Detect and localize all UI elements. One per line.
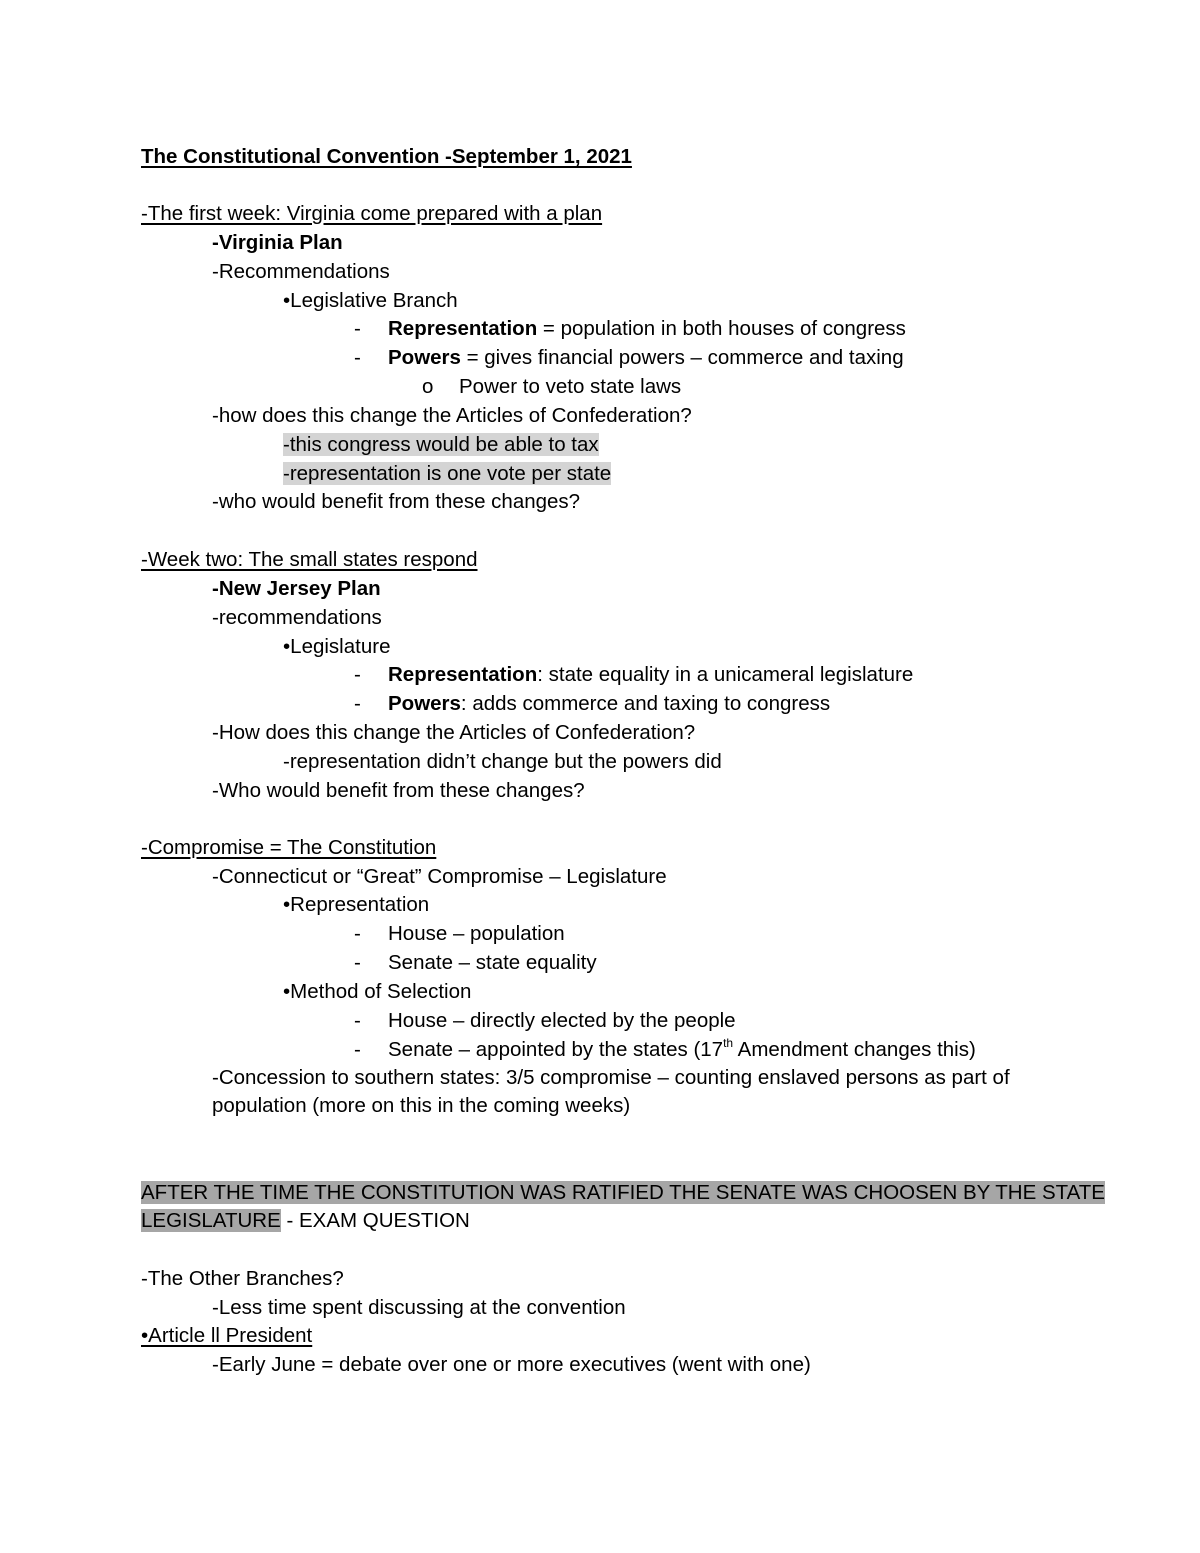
- dash-bullet: -: [354, 692, 361, 715]
- exam-highlight-line-2: LEGISLATURE - EXAM QUESTION: [141, 1209, 470, 1232]
- virginia-plan-label: -Virginia Plan: [212, 231, 343, 254]
- amendment-text: Amendment changes this): [733, 1038, 976, 1061]
- page-title: The Constitutional Convention -September 1, 2021: [141, 145, 632, 168]
- concession-line-1: -Concession to southern states: 3/5 compromise – counting enslaved persons as part of: [212, 1066, 1010, 1089]
- week1-heading: -The first week: Virginia come prepared with a plan: [141, 202, 603, 225]
- week1-recommendations: -Recommendations: [212, 260, 390, 283]
- veto-text: Power to veto state laws: [459, 375, 682, 398]
- exam-question-label: - EXAM QUESTION: [280, 1209, 470, 1232]
- new-jersey-plan-label: -New Jersey Plan: [212, 577, 381, 600]
- representation-text: : state equality in a unicameral legislature: [537, 663, 914, 686]
- representation-label: Representation: [388, 317, 538, 340]
- other-branches-heading: -The Other Branches?: [141, 1267, 344, 1290]
- week2-legislature-bullet: •Legislature: [283, 635, 391, 658]
- veto-item: [0, 374, 1200, 400]
- method-of-selection-bullet: •Method of Selection: [283, 980, 472, 1003]
- dash-bullet: -: [354, 346, 361, 369]
- connecticut-compromise: -Connecticut or “Great” Compromise – Legislature: [212, 865, 667, 888]
- week1-answer-representation: -representation is one vote per state: [283, 462, 612, 485]
- early-june-note: -Early June = debate over one or more executives (went with one): [212, 1353, 811, 1376]
- representation-label: Representation: [388, 663, 538, 686]
- dash-bullet: -: [354, 922, 361, 945]
- week2-question-benefit: -Who would benefit from these changes?: [212, 779, 585, 802]
- concession-line-2: population (more on this in the coming weeks): [212, 1094, 631, 1117]
- house-elected-item: [0, 1008, 1200, 1034]
- senate-appointed-text: Senate – appointed by the states (17: [388, 1038, 724, 1061]
- ordinal-superscript: th: [723, 1036, 734, 1050]
- week2-answer: -representation didn’t change but the powers did: [283, 750, 722, 773]
- powers-text: = gives financial powers – commerce and taxing: [460, 346, 904, 369]
- circle-bullet: o: [422, 375, 434, 398]
- dash-bullet: -: [354, 663, 361, 686]
- dash-bullet: -: [354, 951, 361, 974]
- week2-powers-item: [0, 691, 1200, 717]
- dash-bullet: -: [354, 1038, 361, 1061]
- house-population-text: House – population: [388, 922, 565, 945]
- exam-highlight-line-1: AFTER THE TIME THE CONSTITUTION WAS RATIFIED THE SENATE WAS CHOOSEN BY THE STATE: [141, 1181, 1105, 1204]
- dash-bullet: -: [354, 1009, 361, 1032]
- powers-label: Powers: [388, 346, 461, 369]
- senate-equality-item: [0, 950, 1200, 976]
- dash-bullet: -: [354, 317, 361, 340]
- article-ii-heading: •Article ll President: [141, 1324, 313, 1347]
- compromise-heading: -Compromise = The Constitution: [141, 836, 437, 859]
- week1-representation-item: [0, 316, 1200, 342]
- week1-answer-tax: -this congress would be able to tax: [283, 433, 599, 456]
- week1-powers-item: [0, 345, 1200, 371]
- week2-question-change: -How does this change the Articles of Confederation?: [212, 721, 696, 744]
- senate-appointed-item: [0, 1037, 1200, 1063]
- powers-label: Powers: [388, 692, 461, 715]
- week2-heading: -Week two: The small states respond: [141, 548, 478, 571]
- representation-bullet: •Representation: [283, 893, 430, 916]
- week2-recommendations: -recommendations: [212, 606, 382, 629]
- representation-text: = population in both houses of congress: [537, 317, 906, 340]
- house-elected-text: House – directly elected by the people: [388, 1009, 736, 1032]
- house-population-item: [0, 921, 1200, 947]
- week2-representation-item: [0, 662, 1200, 688]
- week1-question-benefit: -who would benefit from these changes?: [212, 490, 581, 513]
- week1-question-change: -how does this change the Articles of Confederation?: [212, 404, 692, 427]
- week1-branch-bullet: •Legislative Branch: [283, 289, 458, 312]
- powers-text: : adds commerce and taxing to congress: [460, 692, 831, 715]
- less-time-note: -Less time spent discussing at the convention: [212, 1296, 626, 1319]
- senate-equality-text: Senate – state equality: [388, 951, 597, 974]
